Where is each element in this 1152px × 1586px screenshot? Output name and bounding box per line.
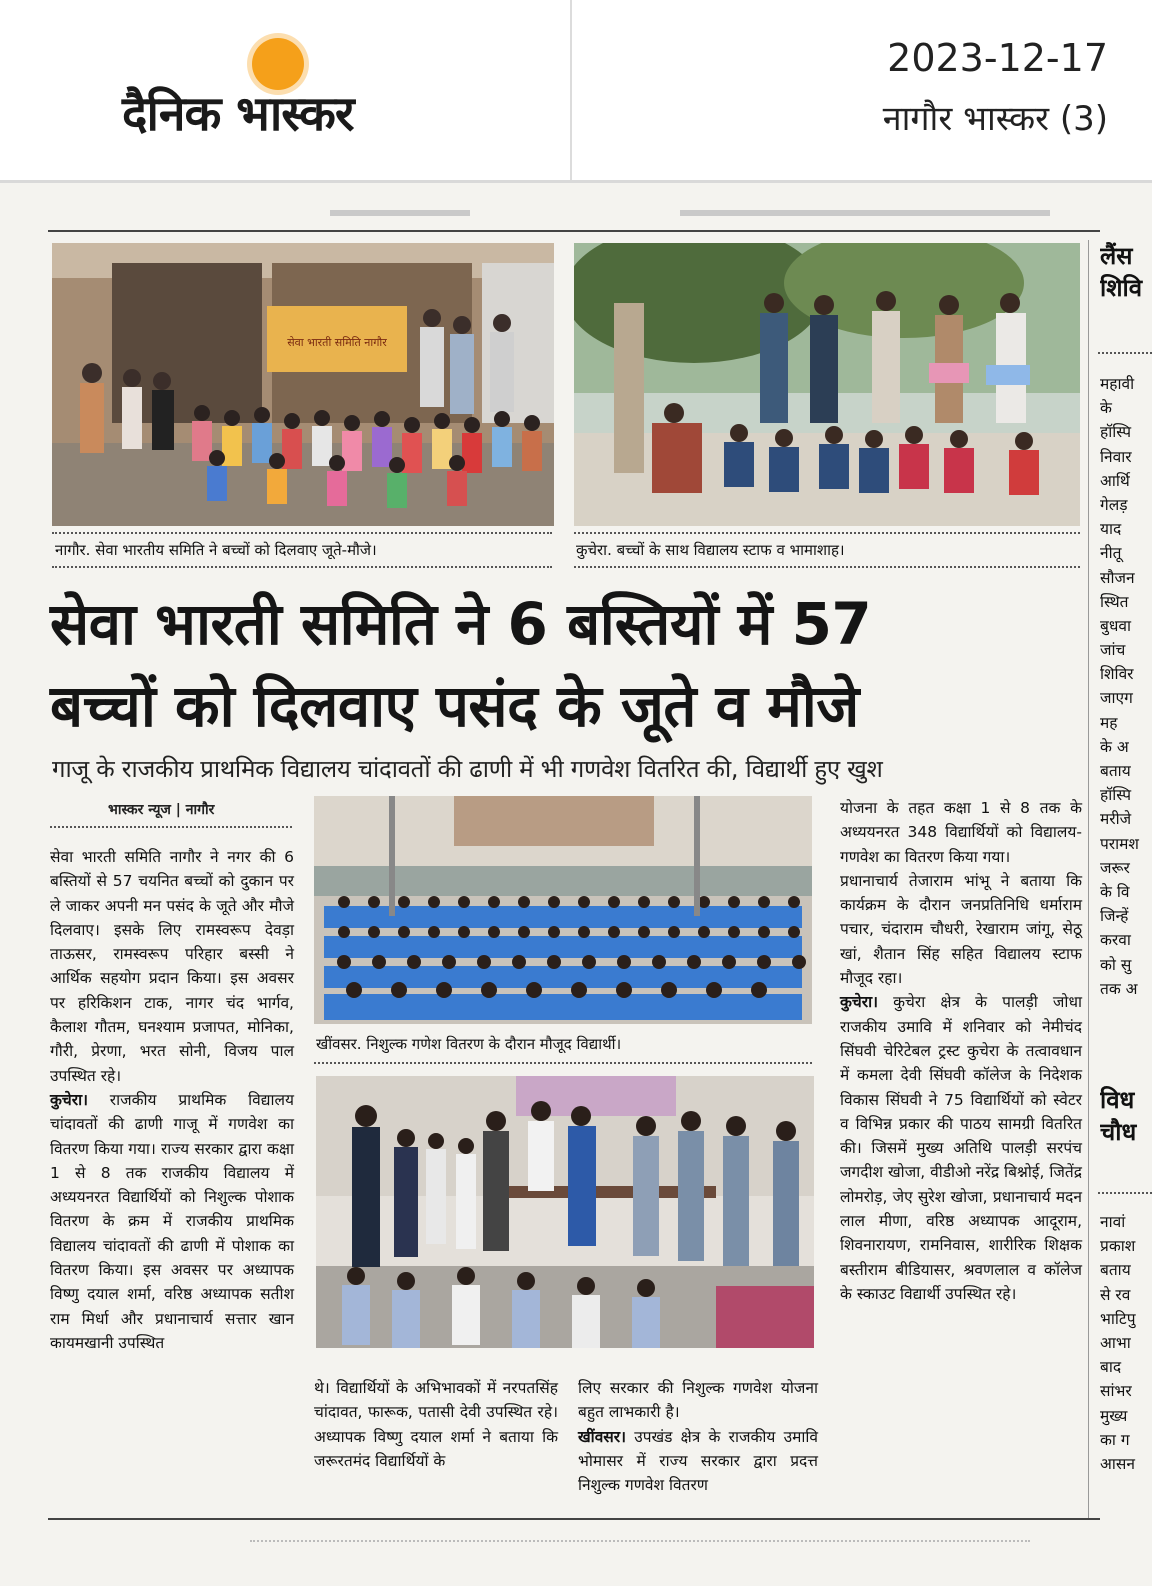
top-rule — [48, 230, 1100, 232]
sidebar-line: को सु — [1100, 955, 1132, 974]
sidebar-line: हॉस्पि — [1100, 786, 1132, 805]
sidebar-line: नीतू — [1100, 544, 1122, 563]
top-header-bar — [0, 0, 1152, 183]
sidebar-line: करवा — [1100, 931, 1131, 950]
sidebar-headline-2-line: विध — [1100, 1086, 1135, 1114]
sidebar-line: बताय — [1100, 1261, 1131, 1280]
sidebar-line: बताय — [1100, 762, 1131, 780]
sidebar-line: के — [1100, 399, 1112, 418]
article-subheadline: गाजू के राजकीय प्राथमिक विद्यालय चांदावतों की ढाणी में भी गणवेश वितरित की, विद्यार्थी हुए खुश — [52, 755, 883, 783]
sidebar-line: का ग — [1100, 1430, 1130, 1449]
col1-paragraph-2-text: राजकीय प्राथमिक विद्यालय चांदावतों की ढाणी गाजू में गणवेश का वितरण किया गया। राज्य सरकार द्वारा कक्षा 1 से 8 तक राजकीय विद्यालय में अध्ययनरत विद्यार्थियों को निशुल्क पोशाक वितरण के क्रम में राजकीय प्राथमिक विद्यालय चांदावतों की ढाणी में पोशाक का वितरण किया। इस अवसर पर अध्यापक विष्णु दयाल शर्मा, वरिष्ठ अध्यापक सतीश राम मिर्धा और प्रधानाचार्य सत्तार खान कायमखानी उपस्थित — [50, 1090, 294, 1352]
sidebar-line: से रव — [1100, 1285, 1131, 1304]
article-headline-line-2: बच्चों को दिलवाए पसंद के जूते व मौजे — [50, 672, 859, 740]
col3-paragraph-2-text: उपखंड क्षेत्र के राजकीय उमावि भोमासर में राज्य सरकार द्वारा प्रदत्त निशुल्क गणवेश वितरण — [578, 1427, 818, 1495]
col1-paragraph-1: सेवा भारती समिति नागौर ने नगर की 6 बस्तियों से 57 चयनित बच्चों को दुकान पर ले जाकर अपनी मन पसंद के जूते और मौजे दिलवाए। इसके लिए रामस्वरूप देवड़ा ताऊसर, रामस्वरूप परिहार बस्सी ने आर्थिक सहयोग प्रदान किया। इस अवसर पर हरिकिशन टाक, नागर चंद भार्गव, कैलाश गौतम, घनश्याम प्रजापत, मोनिका, गौरी, प्रेरणा, भरत सोनी, विजय पाल उपस्थित रहे। — [50, 848, 294, 1085]
col4-paragraph-3 — [840, 990, 1082, 1306]
faint-page-header-left — [330, 210, 470, 216]
sidebar-line: नावां — [1100, 1213, 1126, 1231]
sidebar-line: याद — [1100, 520, 1122, 539]
sidebar-line: मरीजे — [1100, 810, 1132, 829]
col1-paragraph-2 — [50, 1088, 294, 1355]
photo-distribution-event[interactable] — [316, 1076, 814, 1348]
sidebar-line: मह — [1100, 713, 1118, 732]
dateline-kuchera-2: कुचेरा। — [840, 993, 878, 1012]
sidebar-line: जरूर — [1100, 858, 1130, 877]
sidebar-line: आर्थि — [1100, 471, 1130, 490]
caption-rule — [52, 566, 552, 568]
sidebar-line: बुधवा — [1100, 616, 1132, 635]
sidebar-line: भाटिपु — [1100, 1309, 1136, 1328]
sidebar-line: निवार — [1100, 447, 1132, 466]
sidebar-line: बाद — [1100, 1358, 1122, 1377]
bottom-rule — [48, 1518, 1100, 1520]
faint-footer — [250, 1540, 1030, 1542]
sidebar-line: प्रकाश — [1100, 1237, 1136, 1256]
sidebar-line: के वि — [1100, 882, 1130, 901]
col3-paragraph-2 — [578, 1425, 818, 1498]
col3-paragraph-1: लिए सरकार की निशुल्क गणवेश योजना बहुत लाभकारी है। — [578, 1379, 818, 1422]
brand-logo: दैनिक भास्कर — [122, 86, 354, 142]
sidebar-headline-1 — [1100, 240, 1152, 304]
sidebar-line: जिन्हें — [1100, 907, 1129, 926]
sidebar-line: सौजन — [1100, 568, 1135, 587]
sidebar-line: सांभर — [1100, 1382, 1132, 1401]
sidebar-line: हॉस्पि — [1100, 423, 1132, 442]
article-column-2 — [314, 1376, 558, 1473]
sidebar-line: आसन — [1100, 1454, 1135, 1473]
col4-paragraph-2: प्रधानाचार्य तेजाराम भांभू ने बताया कि कार्यक्रम के दौरान जनप्रतिनिधि धर्माराम पचार, चंदाराम चौधरी, रेखाराम जांगू, सेठू खां, शैतान सिंह सहित विद्यालय स्टाफ मौजूद रहा। — [840, 871, 1082, 988]
sidebar-rule — [1098, 352, 1152, 354]
article-column-1 — [50, 845, 294, 1355]
photo-nagaur-children[interactable] — [52, 243, 554, 526]
photo-kuchera-staff[interactable] — [574, 243, 1080, 526]
sidebar-line: आभा — [1100, 1333, 1131, 1352]
column-separator — [1088, 240, 1089, 1520]
article-column-3 — [578, 1376, 818, 1497]
sidebar-line: जांच — [1100, 641, 1126, 660]
sidebar-line: महावी — [1100, 375, 1135, 393]
caption-rule — [52, 532, 552, 534]
article-headline-line-1: सेवा भारती समिति ने 6 बस्तियों में 57 — [50, 590, 872, 658]
sidebar-line: शिविर — [1100, 665, 1134, 684]
caption-rule — [574, 566, 1080, 568]
sidebar-line: परामश — [1100, 834, 1139, 853]
dateline-kuchera: कुचेरा। — [50, 1090, 88, 1109]
dateline-khinvsar: खींवसर। — [578, 1427, 627, 1446]
col2-paragraph-1: थे। विद्यार्थियों के अभिभावकों में नरपतसिंह चांदावत, फारूक, पतासी देवी उपस्थित रहे। अध्यापक विष्णु दयाल शर्मा ने बताया कि जरूरतमंद विद्यार्थियों के — [314, 1379, 558, 1470]
byline: भास्कर न्यूज | नागौर — [108, 802, 215, 818]
sidebar-headline-2 — [1100, 1084, 1152, 1148]
sidebar-line: स्थित — [1100, 592, 1129, 611]
sidebar-rule — [1098, 1192, 1152, 1194]
faint-page-header-right — [680, 210, 1050, 216]
sidebar-line: तक अ — [1100, 979, 1138, 998]
photo-khinvsar-students[interactable] — [314, 796, 812, 1024]
edition-page: नागौर भास्कर (3) — [882, 99, 1108, 139]
sidebar-line: मुख्य — [1100, 1406, 1128, 1425]
sidebar-headline-1-line: शिवि — [1100, 274, 1143, 302]
sidebar-story-1 — [1100, 372, 1152, 1001]
sidebar-headline-1-line: लैंस — [1100, 242, 1133, 270]
banner-text: सेवा भारती समिति नागौर — [287, 336, 387, 349]
sidebar-story-2 — [1100, 1210, 1152, 1476]
sidebar-line: जाएग — [1100, 689, 1133, 708]
caption-rule — [574, 532, 1080, 534]
col4-paragraph-3-text: कुचेरा क्षेत्र के पालड़ी जोधा राजकीय उमावि में शनिवार को नेमीचंद सिंघवी चेरिटेबल ट्रस्ट कुचेरा के तत्वावधान में कमला देवी सिंघवी कॉलेज के निदेशक विकास सिंघवी ने 75 विद्यार्थियों को स्वेटर व विभिन्न प्रकार की पाठय सामग्री वितरित की। जिसमें मुख्य अतिथि पालड़ी सरपंच जगदीश खोजा, वीडीओ नरेंद्र बिश्नोई, जितेंद्र लोमरोड़, जेए सुरेश खोजा, प्रधानाचार्य मदन लाल मीणा, वरिष्ठ अध्यापक आदूराम, शिवनारायण, रामनिवास, शारीरिक शिक्षक बस्तीराम बीडियासर, श्रवणलाल व कॉलेज के स्काउट विद्यार्थी उपस्थित रहे। — [840, 993, 1082, 1303]
article-column-4 — [840, 796, 1082, 1306]
caption-rule — [314, 1062, 812, 1064]
header-divider — [570, 0, 572, 180]
sidebar-headline-2-line: चौध — [1100, 1118, 1137, 1146]
publication-date: 2023-12-17 — [887, 36, 1108, 80]
photo-caption-nagaur: नागौर. सेवा भारतीय समिति ने बच्चों को दिलवाए जूते-मौजे। — [55, 541, 377, 559]
sidebar-line: के अ — [1100, 737, 1129, 756]
col4-paragraph-1: योजना के तहत कक्षा 1 से 8 तक के अध्ययनरत 348 विद्यार्थियों को विद्यालय-गणवेश का वितरण किया गया। — [840, 799, 1082, 866]
photo-caption-khinvsar: खींवसर. निशुल्क गणेश वितरण के दौरान मौजूद विद्यार्थी। — [316, 1035, 622, 1053]
byline-rule — [50, 826, 292, 828]
sidebar-line: गेलड़ — [1100, 495, 1128, 514]
photo-caption-kuchera: कुचेरा. बच्चों के साथ विद्यालय स्टाफ व भामाशाह। — [576, 541, 845, 559]
